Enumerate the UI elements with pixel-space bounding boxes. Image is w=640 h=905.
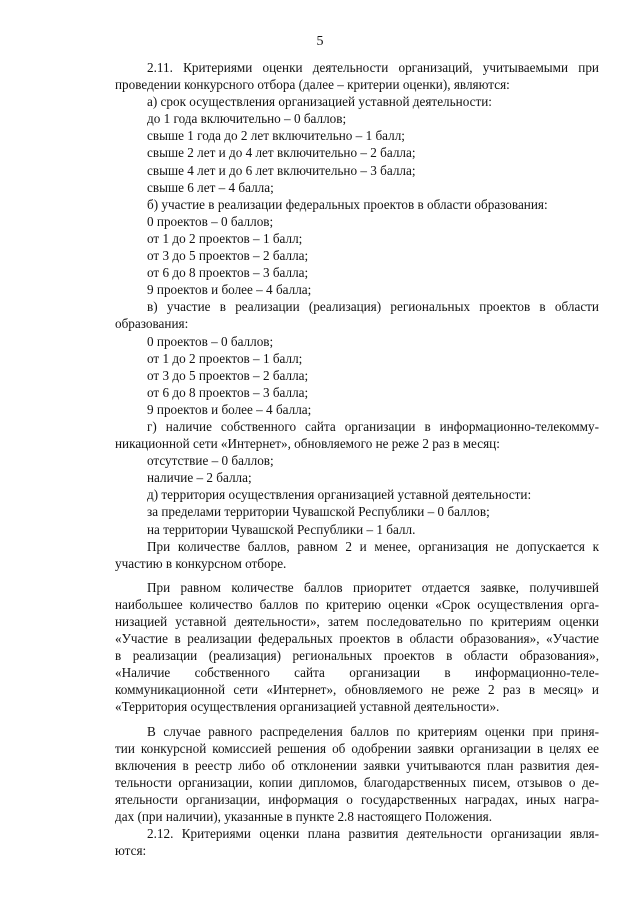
section-2-12 bbox=[115, 825, 599, 859]
paragraph-priority bbox=[115, 579, 599, 716]
list-item: свыше 6 лет – 4 балла; bbox=[147, 179, 274, 195]
criterion-v-title: в) участие в реализации (реализация) региональных проектов в области bbox=[147, 299, 599, 315]
text-line: В случае равного распределения баллов по критериям оценки при приня- bbox=[147, 723, 599, 739]
text-line: 2.12. Критериями оценки плана развития деятельности организации явля- bbox=[147, 826, 599, 842]
list-item: за пределами территории Чувашской Республики – 0 баллов; bbox=[147, 504, 490, 520]
text-line: низацией уставной деятельности», затем последовательно по критериям оценки bbox=[115, 614, 599, 629]
text-line: При количестве баллов, равном 2 и менее, организация не допускается к bbox=[147, 538, 599, 554]
list-item: от 6 до 8 проектов – 3 балла; bbox=[147, 265, 309, 281]
text-line: «Участие в реализации федеральных проектов в области образования», «Участие bbox=[115, 631, 599, 647]
list-item: наличие – 2 балла; bbox=[147, 470, 252, 486]
text-line: наибольшее количество баллов по критерию оценки «Срок осуществления орга- bbox=[115, 596, 599, 612]
criterion-v bbox=[115, 298, 599, 418]
text-line: тельности организации, копии дипломов, благодарственных писем, отзывов о де- bbox=[115, 774, 599, 790]
text-line: участию в конкурсном отборе. bbox=[115, 555, 287, 571]
text-line: тии конкурсной комиссией решения об одобрении заявки организации в целях ее bbox=[115, 740, 599, 756]
criterion-d-title: д) территория осуществления организацией уставной деятельности: bbox=[147, 487, 532, 503]
text-line: образования: bbox=[115, 316, 189, 332]
text-line: При равном количестве баллов приоритет отдается заявке, получившей bbox=[147, 579, 599, 595]
text-line: в реализации (реализация) региональных проектов в области образования», bbox=[115, 648, 599, 664]
criterion-a bbox=[115, 93, 599, 196]
text-line: «Наличие собственного сайта организации в информационно-теле- bbox=[115, 665, 599, 681]
text-line: включения в реестр либо об отклонении заявки учитываются план развития дея- bbox=[115, 757, 599, 773]
criterion-b bbox=[115, 196, 599, 299]
text-line: коммуникационной сети «Интернет», обновляемого не реже 2 раз в месяц» и bbox=[115, 682, 599, 698]
list-item: свыше 1 года до 2 лет включительно – 1 балл; bbox=[147, 128, 405, 144]
list-item: свыше 4 лет и до 6 лет включительно – 3 балла; bbox=[147, 162, 416, 178]
criterion-g bbox=[115, 418, 599, 486]
document-body bbox=[115, 59, 599, 859]
criterion-d bbox=[115, 486, 599, 537]
section-2-11-intro bbox=[115, 59, 599, 93]
list-item: 9 проектов и более – 4 балла; bbox=[147, 401, 312, 417]
text-line: ятельности организации, информация о государственных наградах, иных награ- bbox=[115, 791, 599, 807]
list-item: от 6 до 8 проектов – 3 балла; bbox=[147, 384, 309, 400]
text-line: ются: bbox=[115, 843, 147, 859]
list-item: от 1 до 2 проектов – 1 балл; bbox=[147, 350, 303, 366]
criterion-a-title: а) срок осуществления организацией уставной деятельности: bbox=[147, 94, 492, 110]
page-number: 5 bbox=[316, 34, 324, 49]
list-item: отсутствие – 0 баллов; bbox=[147, 453, 274, 469]
list-item: 9 проектов и более – 4 балла; bbox=[147, 282, 312, 298]
text-line: «Территория осуществления организацией уставной деятельности». bbox=[115, 699, 500, 715]
criterion-g-title: г) наличие собственного сайта организации в информационно-телекомму- bbox=[147, 418, 599, 434]
list-item: от 1 до 2 проектов – 1 балл; bbox=[147, 230, 303, 246]
list-item: 0 проектов – 0 баллов; bbox=[147, 213, 274, 229]
list-item: на территории Чувашской Республики – 1 балл. bbox=[147, 521, 416, 537]
list-item: от 3 до 5 проектов – 2 балла; bbox=[147, 248, 309, 264]
list-item: от 3 до 5 проектов – 2 балла; bbox=[147, 367, 309, 383]
paragraph-equal-distribution bbox=[115, 723, 599, 826]
paragraph-min-score bbox=[115, 538, 599, 572]
criterion-b-title: б) участие в реализации федеральных проектов в области образования: bbox=[147, 196, 548, 212]
text-line: проведении конкурсного отбора (далее – критерии оценки), являются: bbox=[115, 77, 510, 93]
text-line: 2.11. Критериями оценки деятельности организаций, учитываемыми при bbox=[147, 60, 599, 75]
text-line: дах (при наличии), указанные в пункте 2.8 настоящего Положения. bbox=[115, 809, 493, 825]
text-line: никационной сети «Интернет», обновляемого не реже 2 раз в месяц: bbox=[115, 436, 500, 452]
list-item: свыше 2 лет и до 4 лет включительно – 2 балла; bbox=[147, 145, 416, 161]
list-item: до 1 года включительно – 0 баллов; bbox=[147, 111, 347, 127]
list-item: 0 проектов – 0 баллов; bbox=[147, 333, 274, 349]
